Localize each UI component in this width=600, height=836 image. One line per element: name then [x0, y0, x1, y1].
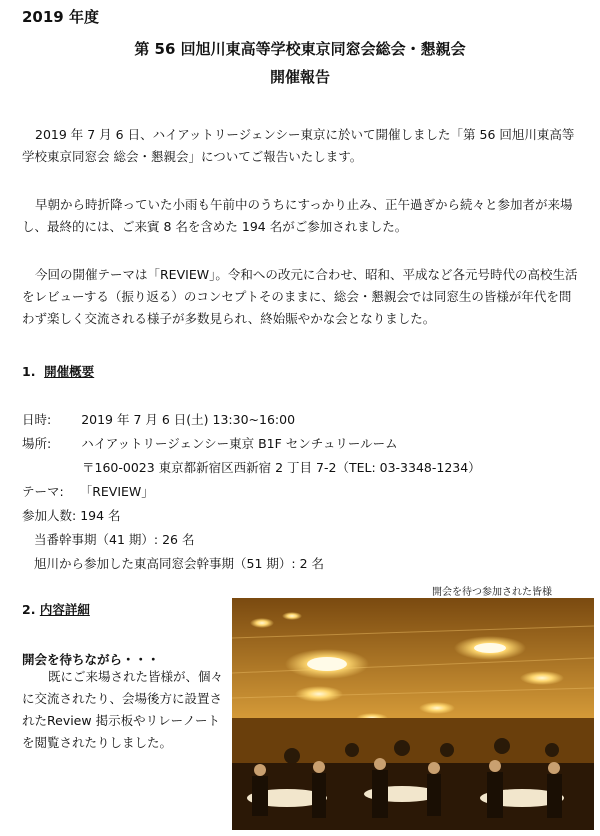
section2-heading: 2. 内容詳細: [22, 602, 90, 617]
place-label: 場所:: [22, 436, 52, 451]
attendees-row: [22, 506, 121, 524]
date-row: [22, 410, 295, 428]
asahikawa-members: 旭川から参加した東高同窓会幹事期（51 期）: 2 名: [34, 556, 324, 571]
theme-row: [22, 482, 154, 500]
page-title: 第 56 回旭川東高等学校東京同窓会総会・懇親会: [134, 40, 466, 58]
theme-value: 「REVIEW」: [79, 484, 154, 499]
theme-label: テーマ:: [22, 484, 64, 499]
attendees-label: 参加人数:: [22, 508, 77, 523]
banquet-hall-photo: [232, 598, 594, 830]
intro-paragraph: 2019 年 7 月 6 日、ハイアットリージェンシー東京に於いて開催しました「第 56 回旭川東高等学校東京同窓会 総会・懇親会」についてご報告いたします。: [22, 127, 575, 164]
date-label: 日時:: [22, 412, 52, 427]
address: 〒160-0023 東京都新宿区西新宿 2 丁目 7-2（TEL: 03-3348-1234）: [82, 460, 481, 475]
attendance-paragraph: 早朝から時折降っていた小雨も午前中のうちにすっかり止み、正午過ぎから続々と参加者が来場し、最終的には、ご来賓 8 名を含めた 194 名がご参加されました。: [22, 197, 573, 234]
attendees-value: 194 名: [80, 508, 121, 523]
section1-heading: 1. 開催概要: [22, 364, 95, 379]
theme-paragraph: 今回の開催テーマは「REVIEW」。令和への改元に合わせ、昭和、平成など各元号時代の高校生活をレビューする（振り返る）のコンセプトそのままに、総会・懇親会では同窓生の皆様が年代を問わず楽しく交流される様子が多数見られ、終始賑やかな会となりました。: [22, 267, 578, 326]
page-subtitle: 開催報告: [269, 68, 330, 86]
place-row: [22, 434, 398, 452]
section2-body: 既にご来場された皆様が、個々に交流されたり、会場後方に設置されたReview 掲示板やリレーノートを閲覧されたりしました。: [22, 669, 224, 750]
year-heading: 2019 年度: [22, 8, 99, 26]
photo-caption: 開会を待つ参加された皆様: [432, 587, 552, 598]
place-value: ハイアットリージェンシー東京 B1F センチュリールーム: [81, 436, 398, 451]
duty-members: 当番幹事期（41 期）: 26 名: [34, 532, 195, 547]
section2-subheading: 開会を待ちながら・・・: [22, 652, 160, 667]
date-value: 2019 年 7 月 6 日(土) 13:30~16:00: [81, 412, 296, 427]
